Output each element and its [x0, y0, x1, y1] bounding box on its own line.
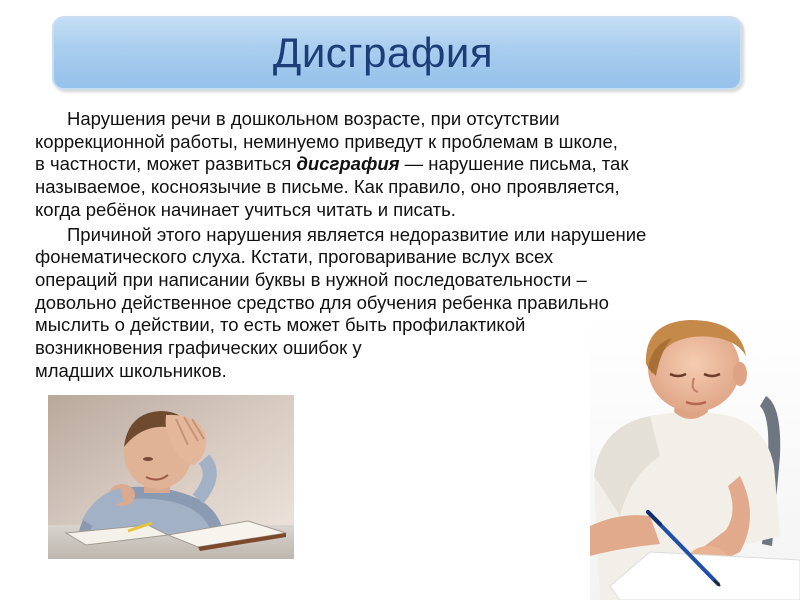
- paragraph-1-line-3-end: — нарушение письма, так: [399, 153, 629, 175]
- paragraph-1-line-1: Нарушения речи в дошкольном возрасте, при отсутствии: [67, 108, 560, 129]
- paragraph-1: [35, 108, 775, 222]
- slide-title: Дисграфия: [272, 29, 494, 76]
- paragraph-1-line-3-start: в частности, может развиться: [35, 153, 297, 175]
- title-banner: [52, 16, 742, 90]
- paragraph-2-line-6: возникновения графических ошибок у: [35, 337, 362, 359]
- paragraph-1-line-5: когда ребёнок начинает учиться читать и писать.: [35, 198, 456, 220]
- photo-writing-boy: [590, 316, 800, 600]
- paragraph-1-line-2: коррекционной работы, неминуемо приведут к проблемам в школе,: [35, 130, 618, 152]
- paragraph-2-line-3: операций при написании буквы в нужной последовательности –: [35, 268, 587, 290]
- paragraph-2-line-2: фонематического слуха. Кстати, проговаривание вслух всех: [35, 246, 554, 268]
- paragraph-2-line-5: мыслить о действии, то есть может быть профилактикой: [35, 314, 526, 336]
- photo-tired-boy: [48, 395, 294, 559]
- writing-boy-illustration: [590, 316, 800, 600]
- paragraph-1-line-4: называемое, косноязычие в письме. Как правило, оно проявляется,: [35, 176, 620, 198]
- paragraph-2-line-7: младших школьников.: [35, 359, 227, 381]
- term-dysgraphia: дисграфия: [296, 153, 400, 175]
- paragraph-2-line-1: Причиной этого нарушения является недоразвитие или нарушение: [67, 223, 647, 245]
- tired-boy-illustration: [48, 395, 294, 559]
- paragraph-2-line-4: довольно действенное средство для обучения ребенка правильно: [35, 291, 609, 313]
